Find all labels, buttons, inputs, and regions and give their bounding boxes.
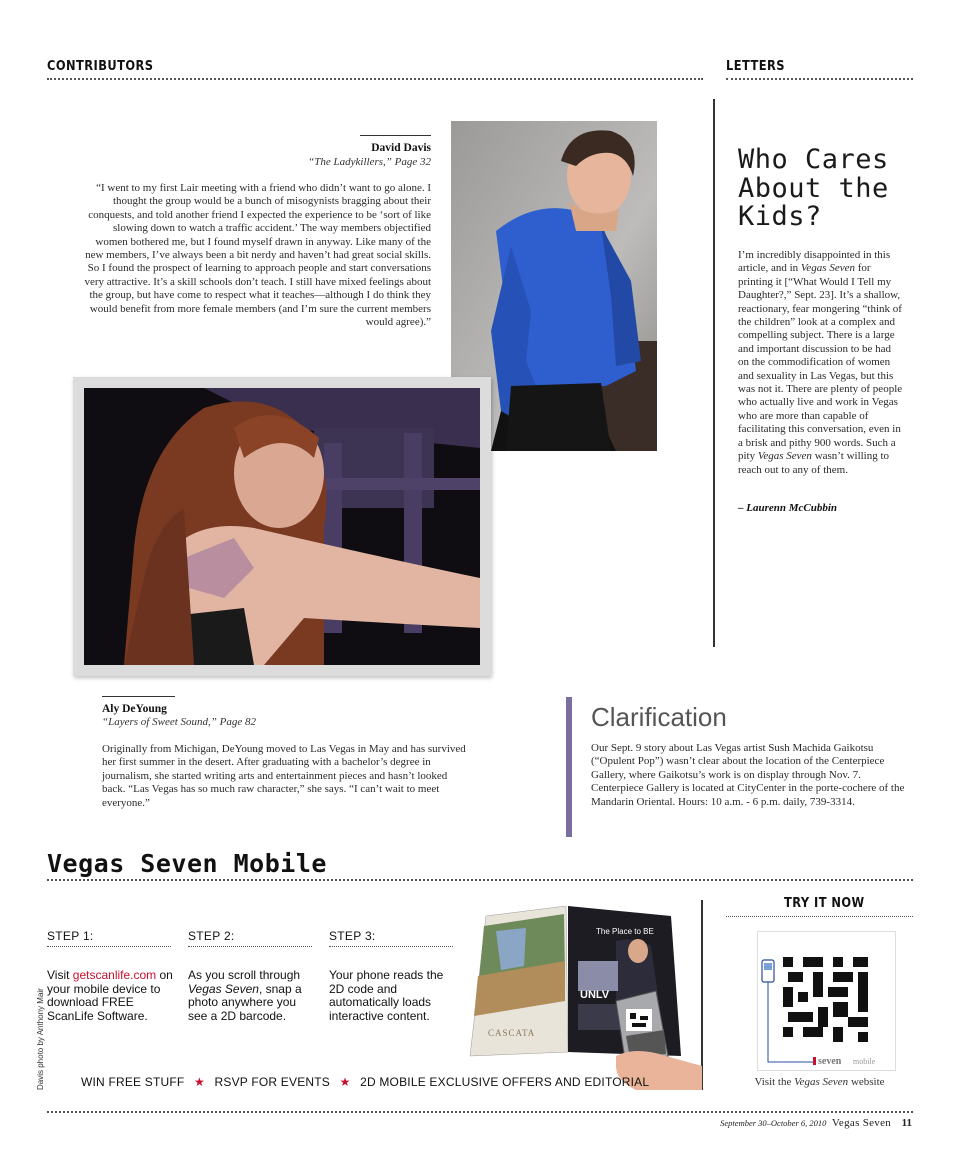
step-2-label: STEP 2: xyxy=(188,929,235,943)
letters-body-text-1: I’m incredibly disappointed in this article, and in xyxy=(738,249,891,275)
step-1-divider xyxy=(47,946,171,947)
step-2-pre: As you scroll through xyxy=(188,968,301,982)
banner-item-win: WIN FREE STUFF xyxy=(81,1075,185,1089)
deyoung-photo-image xyxy=(84,388,480,665)
try-it-now-divider xyxy=(726,916,913,917)
qr-code-box[interactable] xyxy=(757,931,896,1071)
clarification-body: Our Sept. 9 story about Las Vegas artist Sush Machida Gaikotsu (“Opulent Pop”) wasn’t clear about the location of the Centerpiece Gallery, where Gaikotsu’s work is on display through Nov. 7. Centerpiece Gallery is located at CityCenter in the porte-cochere of the Mandarin Oriental. Hours: 10 a.m. - 6 p.m. daily, 739-3314. xyxy=(591,742,905,808)
try-it-now-heading: TRY IT NOW xyxy=(784,896,865,911)
step-1-text xyxy=(47,969,182,1023)
letters-title-line-1: Who Cares xyxy=(738,144,889,175)
page-number: 11 xyxy=(901,1117,912,1129)
step-3-text: Your phone reads the 2D code and automatically loads interactive content. xyxy=(329,968,444,1023)
letters-signature: – Laurenn McCubbin xyxy=(738,502,838,514)
magazine-phone-illustration xyxy=(466,906,702,1090)
clarification-accent-bar xyxy=(566,697,572,837)
step-2-text xyxy=(188,969,318,1023)
star-icon: ★ xyxy=(339,1075,351,1089)
letters-title-line-3: Kids? xyxy=(738,201,822,232)
qr-brand: seven xyxy=(818,1056,842,1067)
mobile-title: Vegas Seven Mobile xyxy=(47,849,327,878)
letters-column-rule xyxy=(713,99,715,647)
step-3-label: STEP 3: xyxy=(329,929,376,943)
qr-caption xyxy=(726,1076,913,1088)
banner-item-offers: 2D MOBILE EXCLUSIVE OFFERS AND EDITORIAL xyxy=(360,1075,650,1089)
mobile-title-divider xyxy=(47,879,913,881)
step-2-em: Vegas Seven xyxy=(188,981,259,996)
letters-body-text-3: wasn’t willing to reach out to any of them. xyxy=(738,450,890,476)
step-1-post: on your mobile device to download FREE ScanLife Software. xyxy=(47,968,173,1023)
deyoung-story: “Layers of Sweet Sound,” Page 82 xyxy=(102,716,256,728)
letters-title-line-2: About the xyxy=(738,172,889,204)
mobile-banner xyxy=(81,1075,649,1089)
step-2-post: , snap a photo anywhere you see a 2D barcode. xyxy=(188,981,302,1023)
deyoung-rule xyxy=(102,696,175,697)
footer xyxy=(720,1117,912,1129)
footer-publication: Vegas Seven xyxy=(831,1117,892,1129)
deyoung-photo xyxy=(84,388,480,665)
letters-body xyxy=(738,249,904,477)
step-1-label: STEP 1: xyxy=(47,929,94,943)
magazine-logo: CASCATA xyxy=(488,1028,536,1038)
getscanlife-link[interactable]: getscanlife.com xyxy=(72,968,157,982)
footer-divider xyxy=(47,1111,913,1113)
deyoung-bio: Originally from Michigan, DeYoung moved to Las Vegas in May and has survived her first summer in the desert. After graduating with a bachelor’s degree in journalism, she started writing arts and entertainment pieces and hasn’t looked back. “Las Vegas has so much raw character,” she says. “I can’t wait to meet everyone.” xyxy=(102,743,466,809)
step-1-pre: Visit xyxy=(47,968,73,982)
qr-caption-pre: Visit the xyxy=(754,1076,795,1088)
letters-title xyxy=(738,146,889,232)
photo-credit: Davis photo by Anthony Mair xyxy=(36,988,45,1090)
banner-item-rsvp: RSVP FOR EVENTS xyxy=(214,1075,331,1089)
qr-caption-post: website xyxy=(848,1076,885,1088)
deyoung-photo-frame xyxy=(73,377,491,676)
magazine-word: UNLV xyxy=(580,989,610,1001)
letters-body-text-2: for printing it [“What Would I Tell my Daughter?,” Sept. 23]. It’s a shallow, reactionary, fear mongering “think of the children” look at a complex and compelling subject. There is a large and important discussion to be had on the commodification of women and sexuality in Las Vegas, but this was not it. There are plenty of people who actually live and work in Vegas who are more than capable of facilitating this conversation, even in a brisk and pithy 900 words. Such a pity xyxy=(738,262,903,463)
letters-body-em-1: Vegas Seven xyxy=(800,262,855,275)
qr-caption-em: Vegas Seven xyxy=(794,1076,849,1088)
davis-name: David Davis xyxy=(371,142,431,154)
letters-divider xyxy=(726,78,913,80)
magazine-illustration-image xyxy=(466,906,702,1090)
davis-story: “The Ladykillers,” Page 32 xyxy=(308,156,431,168)
qr-brand-suffix: mobile xyxy=(853,1057,876,1066)
davis-rule xyxy=(360,135,431,136)
deyoung-name: Aly DeYoung xyxy=(102,703,167,715)
star-icon: ★ xyxy=(194,1075,205,1089)
clarification-title: Clarification xyxy=(591,702,727,732)
letters-body-em-2: Vegas Seven xyxy=(757,450,812,463)
step-3-divider xyxy=(329,946,453,947)
qr-code xyxy=(758,932,895,1070)
contributors-heading: CONTRIBUTORS xyxy=(47,59,154,74)
magazine-headline: The Place to BE xyxy=(596,927,654,936)
contributors-divider xyxy=(47,78,703,80)
davis-quote: “I went to my first Lair meeting with a friend who didn’t want to go alone. I thought the group would be a bunch of misogynists bragging about their conquests, and told another friend I expected the experience to be ‘sort of like slowing down to watch a traffic accident.’ The way members objectified women bothered me, but I found myself drawn in anyway. Like many of the new members, I’ve always been a bit nerdy and haven’t had great social skills. So I found the prospect of learning to approach people and start conversations very attractive. It’s a skill schools don’t teach. I still have mixed feelings about the group, but have come to respect what it teaches—although I do think they would benefit from more female members (and I’m sure the current members would agree).” xyxy=(84,182,431,329)
step-2-divider xyxy=(188,946,312,947)
footer-date: September 30–October 6, 2010 xyxy=(720,1118,827,1128)
letters-heading: LETTERS xyxy=(726,59,785,74)
